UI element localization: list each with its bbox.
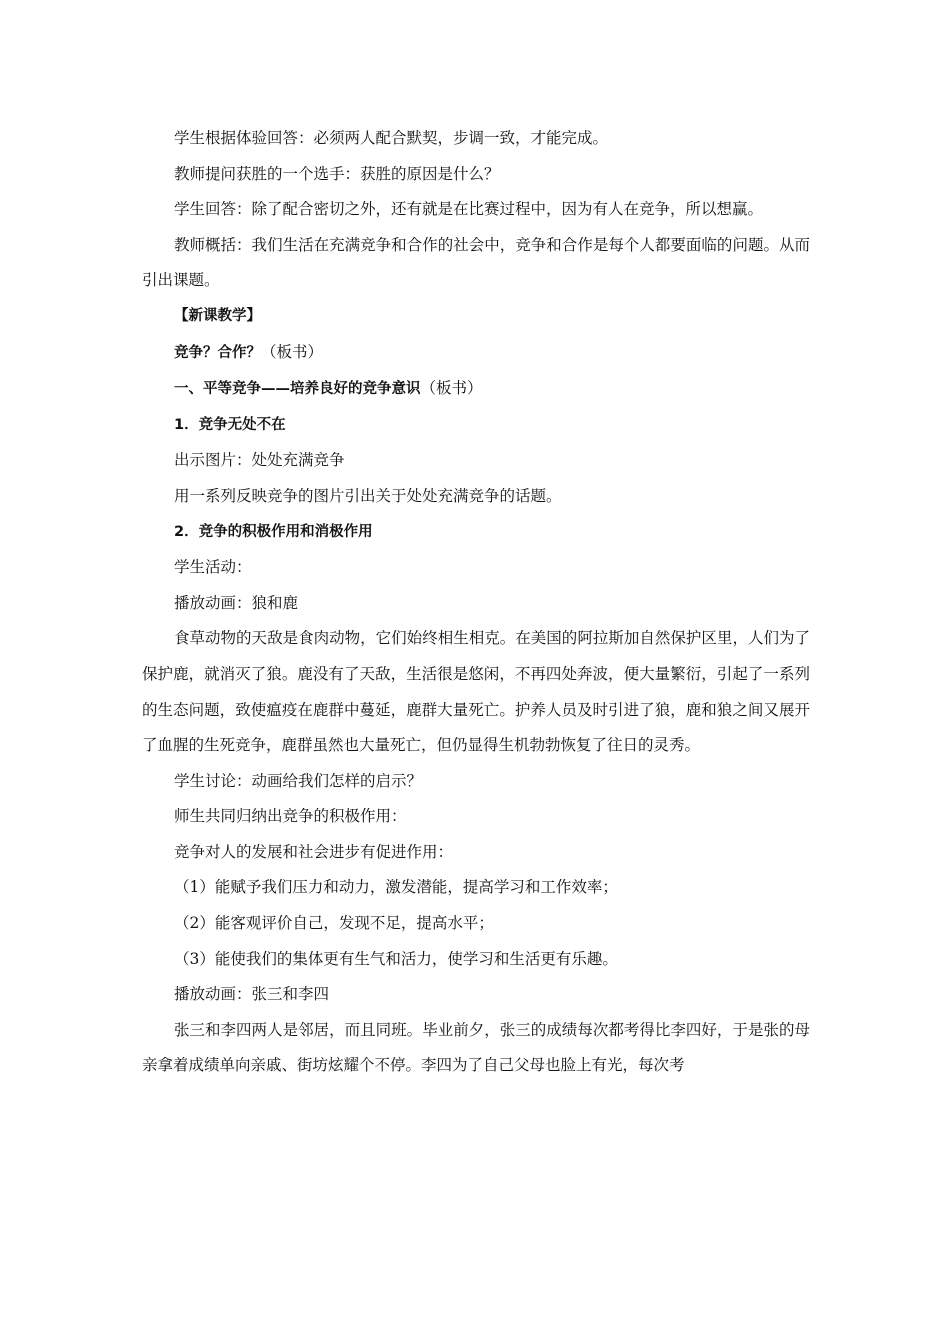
paragraph-summary-lead: 竞争对人的发展和社会进步有促进作用： bbox=[174, 842, 454, 861]
paragraph-pictures-desc: 用一系列反映竞争的图片引出关于处处充满竞争的话题。 bbox=[174, 486, 562, 505]
paragraph-animation-wolf-deer: 播放动画：狼和鹿 bbox=[174, 593, 299, 612]
paragraph-student-answer-2: 学生回答：除了配合密切之外，还有就是在比赛过程中，因为有人在竞争，所以想赢。 bbox=[174, 200, 764, 219]
paragraph-story-zhangsan-lisi: 张三和李四两人是邻居，而且同班。毕业前夕，张三的成绩每次都考得比李四好，于是张的母亲拿着成绩单向亲戚、街坊炫耀个不停。李四为了自己父母也脸上有光，每次考 bbox=[142, 1020, 810, 1075]
heading-competition-everywhere: 1．竞争无处不在 bbox=[174, 416, 286, 433]
heading-fair-competition-note: （板书） bbox=[420, 379, 483, 398]
paragraph-teacher-question: 教师提问获胜的一个选手：获胜的原因是什么？ bbox=[174, 164, 500, 183]
heading-fair-competition-bold: 一、平等竞争——培养良好的竞争意识 bbox=[174, 381, 421, 398]
section-title-new-lesson: 【新课教学】 bbox=[174, 307, 261, 324]
list-item-point-3: （3）能使我们的集体更有生气和活力，使学习和生活更有乐趣。 bbox=[174, 949, 618, 968]
paragraph-student-activity: 学生活动： bbox=[174, 558, 252, 577]
paragraph-animation-zhangsan-lisi: 播放动画：张三和李四 bbox=[174, 985, 330, 1004]
paragraph-summary-intro: 师生共同归纳出竞争的积极作用： bbox=[174, 807, 407, 826]
heading-positive-negative-effects: 2．竞争的积极作用和消极作用 bbox=[174, 523, 373, 540]
heading-fair-competition bbox=[142, 371, 810, 408]
document-body bbox=[142, 121, 810, 1084]
paragraph-student-answer-1: 学生根据体验回答：必须两人配合默契，步调一致，才能完成。 bbox=[174, 129, 609, 147]
paragraph-story-wolf-deer: 食草动物的天敌是食肉动物，它们始终相生相克。在美国的阿拉斯加自然保护区里，人们为了保护鹿，就消灭了狼。鹿没有了天敌，生活很是悠闲，不再四处奔波，便大量繁衍，引起了一系列的生态问题，致使瘟疫在鹿群中蔓延，鹿群大量死亡。护养人员及时引进了狼，鹿和狼之间又展开了血腥的生死竞争，鹿群虽然也大量死亡，但仍显得生机勃勃恢复了往日的灵秀。 bbox=[142, 629, 810, 755]
paragraph-show-pictures: 出示图片：处处充满竞争 bbox=[174, 451, 345, 470]
list-item-point-2: （2）能客观评价自己，发现不足，提高水平； bbox=[174, 914, 494, 933]
list-item-point-1: （1）能赋予我们压力和动力，激发潜能，提高学习和工作效率； bbox=[174, 878, 618, 897]
paragraph-teacher-summary: 教师概括：我们生活在充满竞争和合作的社会中，竞争和合作是每个人都要面临的问题。从而引出课题。 bbox=[142, 235, 810, 290]
heading-competition-cooperation bbox=[142, 335, 810, 372]
heading-competition-cooperation-bold: 竞争？合作？ bbox=[174, 344, 261, 361]
heading-competition-cooperation-note: （板书） bbox=[261, 342, 324, 361]
paragraph-discussion: 学生讨论：动画给我们怎样的启示？ bbox=[174, 771, 423, 790]
